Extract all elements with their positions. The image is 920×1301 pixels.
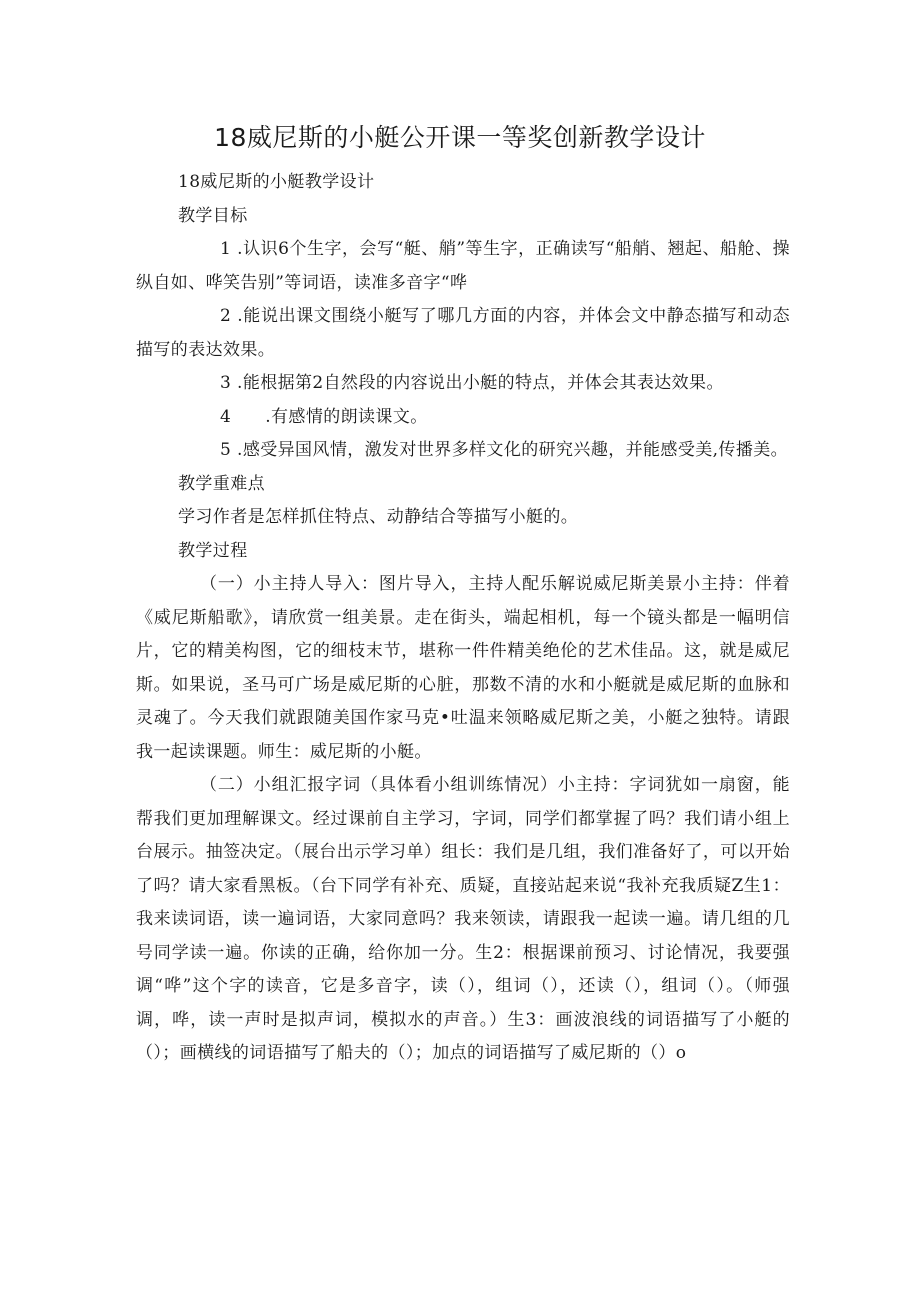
objective-text: .有感情的朗读课文。: [265, 406, 428, 427]
objective-number: 1: [220, 239, 232, 259]
objective-number: 5: [220, 440, 232, 460]
document-body: [136, 166, 790, 1071]
process-paragraph: （二）小组汇报字词（具体看小组训练情况）小主持：字词犹如一扇窗，能帮我们更加理解课文。经过课前自主学习，字词，同学们都掌握了吗？我们请小组上台展示。抽签决定。（展台出示学习单）组长：我们是几组，我们准备好了，可以开始了吗？请大家看黑板。（台下同学有补充、质疑，直接站起来说“我补充我质疑Z生1：我来读词语，读一遍词语，大家同意吗？我来领读，请跟我一起读一遍。请几组的几号同学读一遍。你读的正确，给你加一分。生2：根据课前预习、讨论情况，我要强调“哗”这个字的读音，它是多音字，读（），组词（），还读（），组词（）。（师强调，哗，读一声时是拟声词，模拟水的声音。）生3：画波浪线的词语描写了小艇的（）；画横线的词语描写了船夫的（）；加点的词语描写了威尼斯的（）o: [136, 775, 790, 1063]
objective-number: 4: [220, 406, 232, 427]
process-heading: 教学过程: [178, 540, 248, 561]
objective-item: [136, 401, 790, 435]
objective-item: [136, 434, 790, 468]
objective-text: .感受异国风情，激发对世界多样文化的研究兴趣，并能感受美,传播美。: [237, 440, 789, 460]
objective-text: .能根据第2自然段的内容说出小艇的特点，并体会其表达效果。: [237, 373, 724, 393]
objective-item: [136, 233, 790, 300]
objective-number: 2: [220, 306, 232, 326]
objective-number: 3: [220, 373, 232, 393]
objective-text: .能说出课文围绕小艇写了哪几方面的内容，并体会文中静态描写和动态描写的表达效果。: [136, 306, 790, 360]
objective-item: [136, 367, 790, 401]
lesson-subtitle: 18威尼斯的小艇教学设计: [178, 172, 375, 192]
difficulty-text: 学习作者是怎样抓住特点、动静结合等描写小艇的。: [178, 507, 579, 527]
objectives-heading: 教学目标: [178, 205, 248, 226]
difficulty-heading: 教学重难点: [178, 473, 265, 494]
document-title: 18威尼斯的小艇公开课一等奖创新教学设计: [214, 123, 706, 152]
objective-item: [136, 300, 790, 367]
objective-text: .认识6个生字，会写“艇、艄”等生字，正确读写“船艄、翘起、船舱、操纵自如、哗笑告别”等词语，读准多音字“哗: [136, 239, 790, 293]
process-paragraph: （一）小主持人导入：图片导入，主持人配乐解说威尼斯美景小主持：伴着《威尼斯船歌》，请欣赏一组美景。走在街头，端起相机，每一个镜头都是一幅明信片，它的精美构图，它的细枝末节，堪称一件件精美绝伦的艺术佳品。这，就是威尼斯。如果说，圣马可广场是威尼斯的心脏，那数不清的水和小艇就是威尼斯的血脉和灵魂了。今天我们就跟随美国作家马克•吐温来领略威尼斯之美，小艇之独特。请跟我一起读课题。师生：威尼斯的小艇。: [136, 574, 790, 762]
